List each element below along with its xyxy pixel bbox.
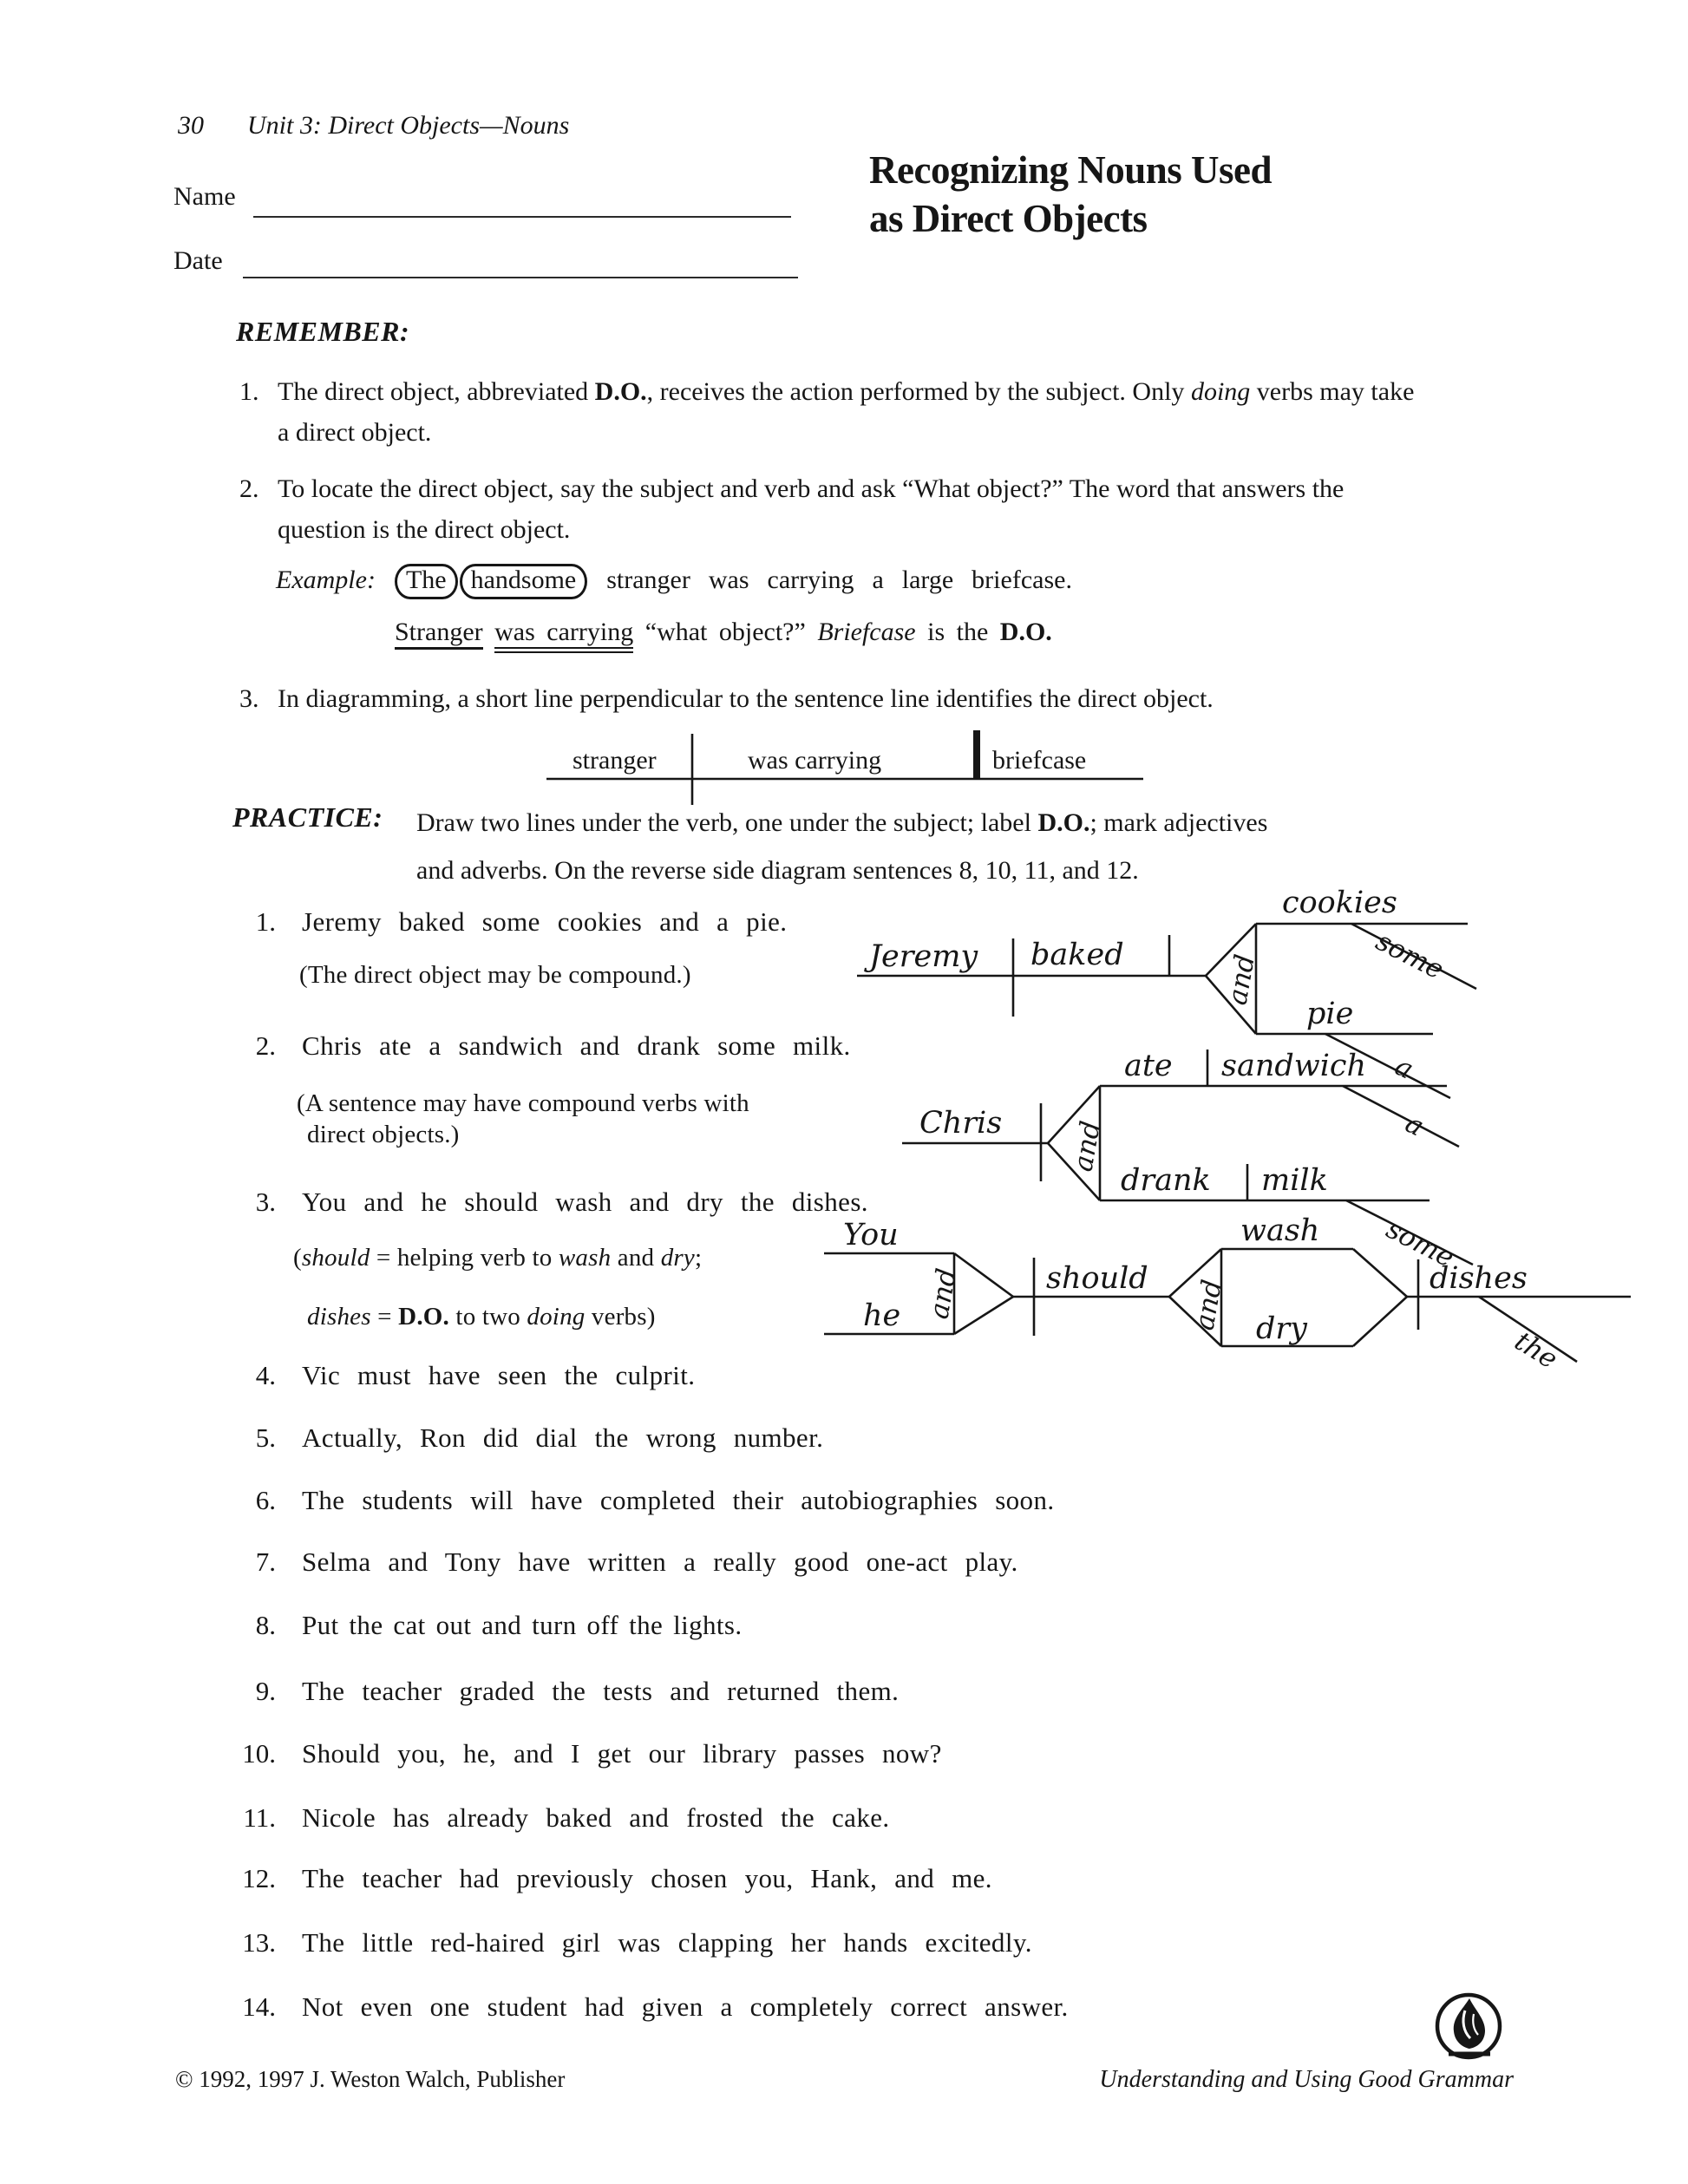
item-number: 2. (255, 1030, 276, 1061)
item-number: 13. (242, 1927, 276, 1958)
subject-label: stranger (572, 746, 657, 775)
remember-item-text: To locate the direct object, say the subject and verb and ask “What object?” The word that answers the question is the direct object. (278, 474, 1351, 544)
example-sentence (276, 564, 1072, 599)
fork-line (1353, 1249, 1407, 1297)
practice-item-12 (173, 1863, 992, 1894)
sentence-text: Chris ate a sandwich and drank some milk. (302, 1030, 851, 1061)
item-number: 10. (242, 1738, 276, 1769)
worksheet-title-line2: as Direct Objects (869, 197, 1148, 240)
publisher-logo (1437, 1995, 1500, 2057)
handwritten-verb1: wash (1240, 1213, 1320, 1248)
modifier-line (1346, 1200, 1473, 1265)
verb-label: was carrying (748, 746, 882, 775)
logo-circle (1437, 1995, 1500, 2057)
diagram-1 (857, 886, 1476, 1098)
unit-title: Unit 3: Direct Objects—Nouns (247, 111, 570, 140)
item-number: 3. (255, 1187, 276, 1217)
practice-item-8 (173, 1610, 743, 1641)
item-number: 6. (255, 1485, 276, 1515)
item-number: 3. (239, 684, 259, 713)
object-label: briefcase (992, 746, 1087, 775)
practice-instructions-line2: and adverbs. On the reverse side diagram sentences 8, 10, 11, and 12. (416, 856, 1139, 885)
handwritten-object1-modifier: some (1371, 925, 1449, 986)
footer-book-title: Understanding and Using Good Grammar (1099, 2066, 1514, 2093)
circled-word-the: The (395, 564, 458, 599)
fork-line (1206, 924, 1256, 976)
remember-item-text: In diagramming, a short line perpendicular to the sentence line identifies the direct object. (278, 684, 1214, 713)
handwritten-verb1: ate (1124, 1049, 1173, 1083)
handwritten-object2-modifier: some (1381, 1213, 1460, 1274)
page-number: 30 (178, 111, 204, 140)
remember-item (239, 468, 1436, 550)
handwritten-verb: baked (1030, 938, 1124, 972)
handwritten-conjunction2: and (1188, 1277, 1229, 1333)
remember-item-text: The direct object, abbreviated D.O., receives the action performed by the subject. Only doing verbs may take a direct object. (278, 377, 1421, 447)
diagram-3 (824, 1213, 1631, 1376)
handwritten-helping-verb: should (1046, 1261, 1148, 1296)
item-number: 2. (239, 474, 259, 503)
item-note: dishes = D.O. to two doing verbs) (307, 1303, 656, 1331)
handwritten-subject1: You (843, 1218, 899, 1252)
item-number: 4. (255, 1360, 276, 1390)
handwritten-object1-modifier: a (1400, 1108, 1430, 1143)
practice-heading: PRACTICE: (232, 801, 383, 833)
flame-icon (1454, 1998, 1485, 2049)
sentence-text: Actually, Ron did dial the wrong number. (302, 1422, 824, 1453)
practice-instructions-line1: Draw two lines under the verb, one under the subject; label D.O.; mark adjectives (416, 808, 1268, 837)
sentence-text: The little red-haired girl was clapping her hands excitedly. (302, 1927, 1032, 1958)
handwritten-conjunction: and (1221, 951, 1262, 1008)
practice-item-1 (173, 906, 787, 938)
handwritten-subject: Jeremy (869, 939, 978, 974)
item-note: (A sentence may have compound verbs with (297, 1089, 749, 1117)
flame-highlight (1473, 2014, 1478, 2035)
handwritten-subject: Chris (919, 1106, 1003, 1141)
modifier-line (1479, 1297, 1577, 1362)
sentence-text: Selma and Tony have written a really good one-act play. (302, 1546, 1018, 1577)
handwritten-object2: pie (1306, 997, 1354, 1031)
practice-item-5 (173, 1422, 823, 1454)
handwritten-verb2: drank (1121, 1163, 1211, 1198)
remember-heading: REMEMBER: (236, 316, 410, 347)
sentence-text: The students will have completed their autobiographies soon. (302, 1485, 1055, 1515)
practice-item-13 (173, 1927, 1032, 1958)
footer-copyright: © 1992, 1997 J. Weston Walch, Publisher (175, 2066, 566, 2092)
practice-item-10 (173, 1738, 942, 1769)
fork-line (1206, 976, 1256, 1034)
handwritten-conjunction: and (1067, 1118, 1108, 1174)
sentence-text: Jeremy baked some cookies and a pie. (302, 906, 788, 937)
practice-item-14 (173, 1991, 1069, 2023)
unit-header (178, 111, 569, 141)
name-line (253, 216, 791, 218)
date-line (243, 277, 798, 278)
item-number: 12. (242, 1863, 276, 1893)
name-label: Name (173, 182, 236, 211)
practice-item-9 (173, 1676, 899, 1707)
date-label: Date (173, 246, 223, 275)
sentence-text: The teacher graded the tests and returned them. (302, 1676, 900, 1706)
item-number: 9. (255, 1676, 276, 1706)
diagram-2 (902, 1049, 1473, 1274)
remember-item (239, 678, 1436, 719)
handwritten-object-modifier: the (1508, 1325, 1563, 1376)
sentence-text: Should you, he, and I get our library passes now? (302, 1738, 942, 1769)
handwritten-object1: sandwich (1221, 1049, 1367, 1083)
sentence-text: The teacher had previously chosen you, Hank, and me. (302, 1863, 992, 1893)
example-diagram (546, 730, 1143, 805)
item-number: 1. (255, 906, 276, 937)
practice-item-6 (173, 1485, 1055, 1516)
fork-line (1048, 1143, 1100, 1200)
example-sentence-rest: stranger was carrying a large briefcase. (606, 566, 1072, 594)
item-number: 5. (255, 1422, 276, 1453)
handwritten-object2: milk (1261, 1163, 1328, 1198)
modifier-line (1325, 1034, 1450, 1098)
item-number: 11. (243, 1802, 276, 1833)
sentence-text: You and he should wash and dry the dishes. (302, 1187, 868, 1217)
fork-line (1169, 1297, 1221, 1346)
practice-item-3 (173, 1187, 868, 1218)
sentence-text: Nicole has already baked and frosted the cake. (302, 1802, 890, 1833)
worksheet-title-line1: Recognizing Nouns Used (869, 148, 1273, 192)
fork-line (954, 1297, 1013, 1334)
handwritten-verb2: dry (1256, 1311, 1307, 1346)
item-number: 1. (239, 377, 259, 406)
practice-item-7 (173, 1546, 1018, 1578)
item-note: (The direct object may be compound.) (299, 961, 691, 989)
item-note: direct objects.) (307, 1121, 460, 1148)
handwritten-object2-modifier: a (1390, 1050, 1419, 1086)
circled-word-handsome: handsome (460, 564, 588, 599)
modifier-line (1351, 924, 1476, 989)
example-label: Example: (276, 566, 376, 594)
fork-line (1048, 1086, 1100, 1143)
fork-line (1353, 1297, 1407, 1346)
modifier-line (1343, 1086, 1459, 1147)
sentence-text: Put the cat out and turn off the lights. (302, 1610, 743, 1640)
worksheet-title (869, 146, 1272, 243)
item-note: (should = helping verb to wash and dry; (293, 1244, 703, 1272)
example-analysis: Stranger was carrying “what object?” Briefcase is the D.O. (395, 618, 1052, 647)
item-number: 8. (255, 1610, 276, 1640)
sentence-text: Not even one student had given a completely correct answer. (302, 1991, 1069, 2022)
sentence-text: Vic must have seen the culprit. (302, 1360, 696, 1390)
remember-item (239, 371, 1436, 453)
item-number: 7. (255, 1546, 276, 1577)
fork-line (954, 1253, 1013, 1297)
flame-highlight (1463, 2011, 1470, 2038)
fork-line (1169, 1249, 1221, 1297)
practice-item-11 (173, 1802, 890, 1834)
practice-item-2 (173, 1030, 851, 1062)
handwritten-object: dishes (1430, 1261, 1528, 1296)
practice-item-4 (173, 1360, 695, 1391)
item-number: 14. (242, 1991, 276, 2022)
handwritten-conjunction1: and (923, 1265, 964, 1322)
handwritten-object1: cookies (1282, 886, 1397, 920)
handwritten-subject2: he (863, 1298, 901, 1333)
